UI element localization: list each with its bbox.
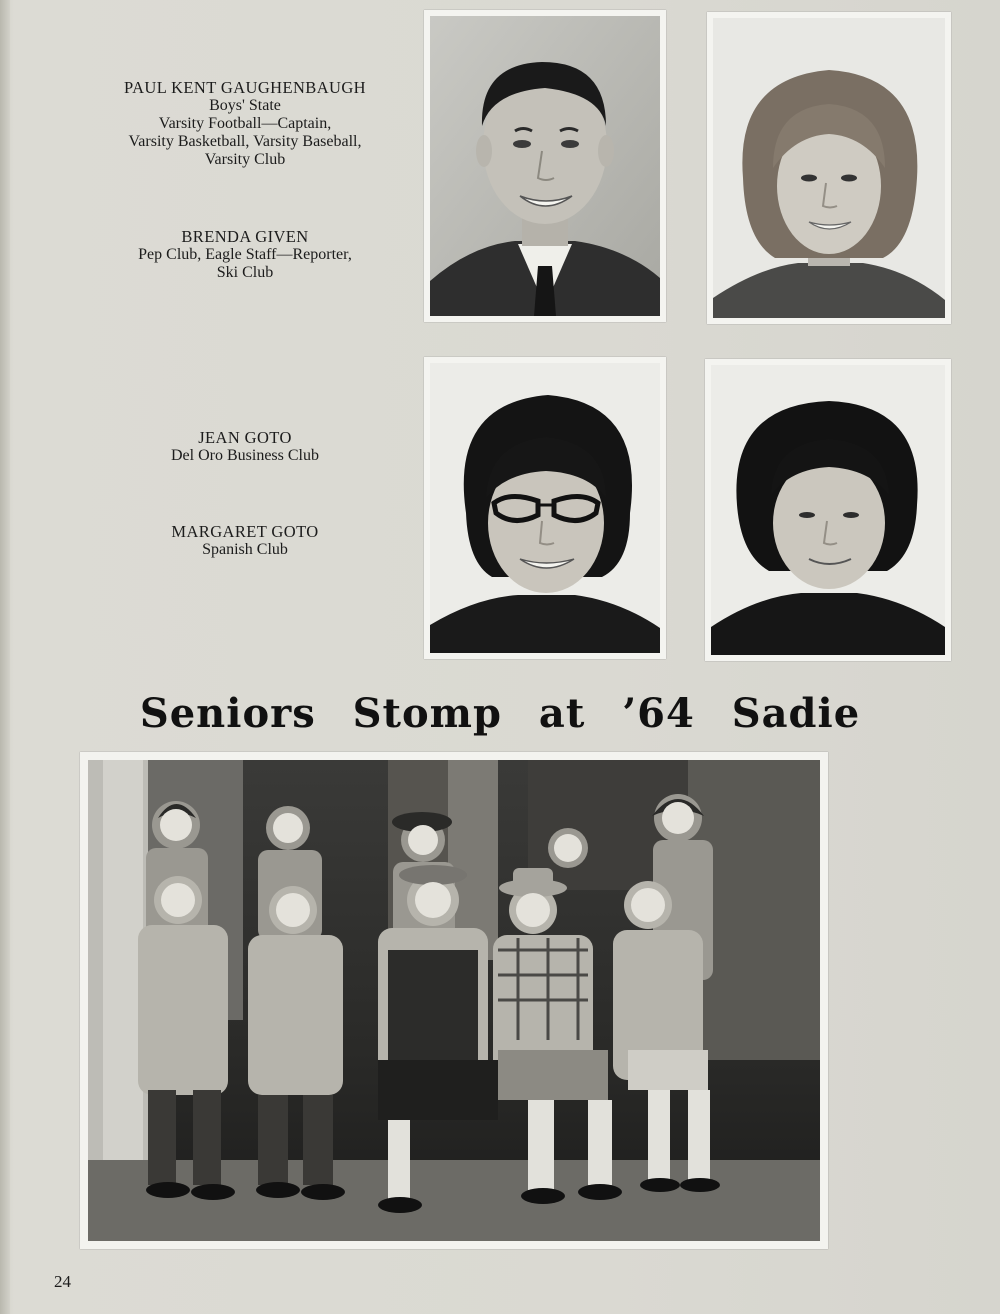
student-name: JEAN GOTO bbox=[198, 428, 292, 447]
group-photo-frame bbox=[80, 752, 828, 1249]
portrait-image bbox=[430, 363, 660, 653]
student-activity: Boys' State bbox=[209, 97, 281, 114]
page-number: 24 bbox=[54, 1272, 71, 1291]
caption-student-4 bbox=[90, 523, 400, 559]
student-activity: Varsity Club bbox=[204, 151, 286, 168]
student-name: PAUL KENT GAUGHENBAUGH bbox=[124, 78, 366, 97]
student-name: BRENDA GIVEN bbox=[181, 227, 309, 246]
portrait-image bbox=[430, 16, 660, 316]
page-spine-shadow bbox=[0, 0, 10, 1314]
page-headline: Seniors Stomp at ’64 Sadie bbox=[139, 690, 861, 737]
caption-student-3 bbox=[90, 429, 400, 465]
student-activity: Varsity Football—Captain, bbox=[158, 115, 332, 132]
student-activity: Pep Club, Eagle Staff—Reporter, bbox=[138, 246, 352, 263]
group-photo-illustration bbox=[88, 760, 820, 1241]
portrait-jean-illustration bbox=[430, 363, 660, 653]
portrait-margaret-illustration bbox=[711, 365, 945, 655]
student-activity: Varsity Basketball, Varsity Baseball, bbox=[128, 133, 362, 150]
portrait-image bbox=[711, 365, 945, 655]
student-activity: Spanish Club bbox=[202, 541, 288, 558]
student-name: MARGARET GOTO bbox=[171, 522, 319, 541]
portrait-brenda-illustration bbox=[713, 18, 945, 318]
caption-student-1 bbox=[90, 79, 400, 169]
portrait-margaret bbox=[705, 359, 951, 661]
student-activity: Del Oro Business Club bbox=[171, 447, 319, 464]
caption-student-2 bbox=[90, 228, 400, 282]
portrait-paul bbox=[424, 10, 666, 322]
group-photo bbox=[88, 760, 820, 1241]
portrait-brenda bbox=[707, 12, 951, 324]
portrait-paul-illustration bbox=[430, 16, 660, 316]
student-activity: Ski Club bbox=[216, 264, 274, 281]
portrait-jean bbox=[424, 357, 666, 659]
portrait-image bbox=[713, 18, 945, 318]
